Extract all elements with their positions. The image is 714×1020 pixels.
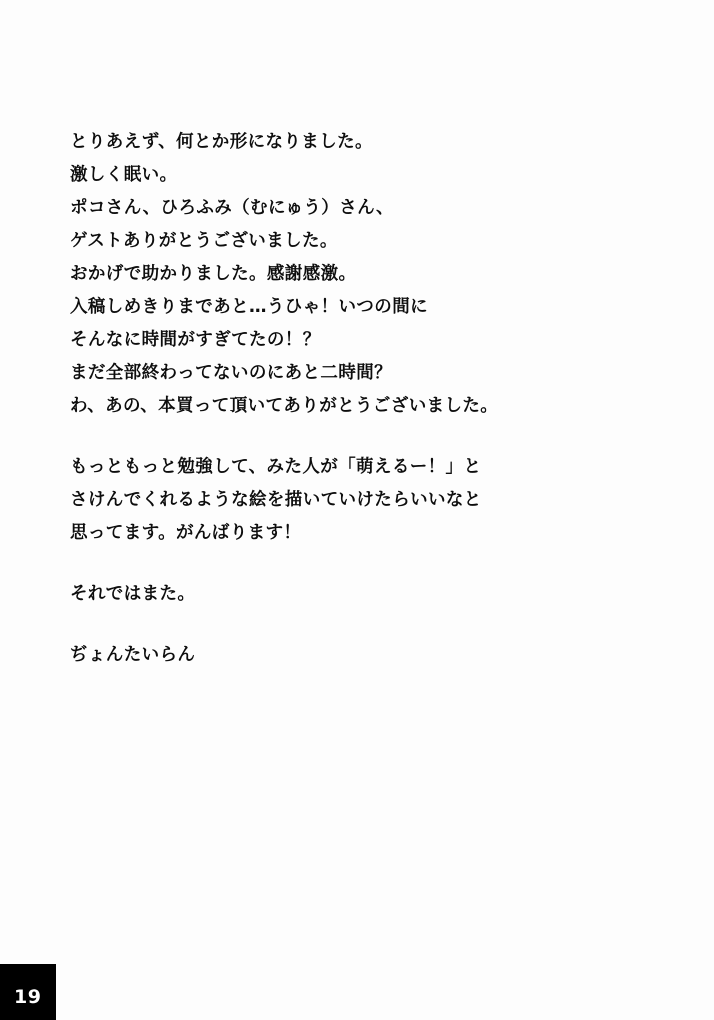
afterword-text-block (70, 126, 630, 672)
text-line: ポコさん、ひろふみ（むにゅう）さん、 (70, 198, 394, 218)
text-line: そんなに時間がすぎてたの！？ (70, 330, 321, 350)
paragraph (70, 451, 630, 550)
text-line: とりあえず、何とか形になりました。 (70, 132, 373, 152)
paragraph (70, 126, 630, 423)
text-line: 思ってます。がんばります！ (70, 523, 302, 543)
signature (70, 639, 630, 672)
paragraph (70, 578, 630, 611)
text-line: 入稿しめきりまであと…うひゃ！いつの間に (70, 297, 428, 317)
text-line: それではまた。 (70, 584, 196, 604)
text-line: もっともっと勉強して、みた人が「萌えるー！」と (70, 457, 482, 477)
text-line: わ、あの、本買って頂いてありがとうございました。 (70, 396, 499, 416)
page-number: 19 (14, 986, 42, 1008)
text-line: まだ全部終わってないのにあと二時間？ (70, 363, 393, 383)
text-line: 激しく眠い。 (70, 165, 178, 185)
text-line: ぢょんたいらん (70, 645, 196, 665)
text-line: おかげで助かりました。感謝感激。 (70, 264, 357, 284)
text-line: さけんでくれるような絵を描いていけたらいいなと (70, 490, 482, 510)
page-number-block (0, 964, 56, 1020)
text-line: ゲストありがとうございました。 (70, 231, 338, 251)
